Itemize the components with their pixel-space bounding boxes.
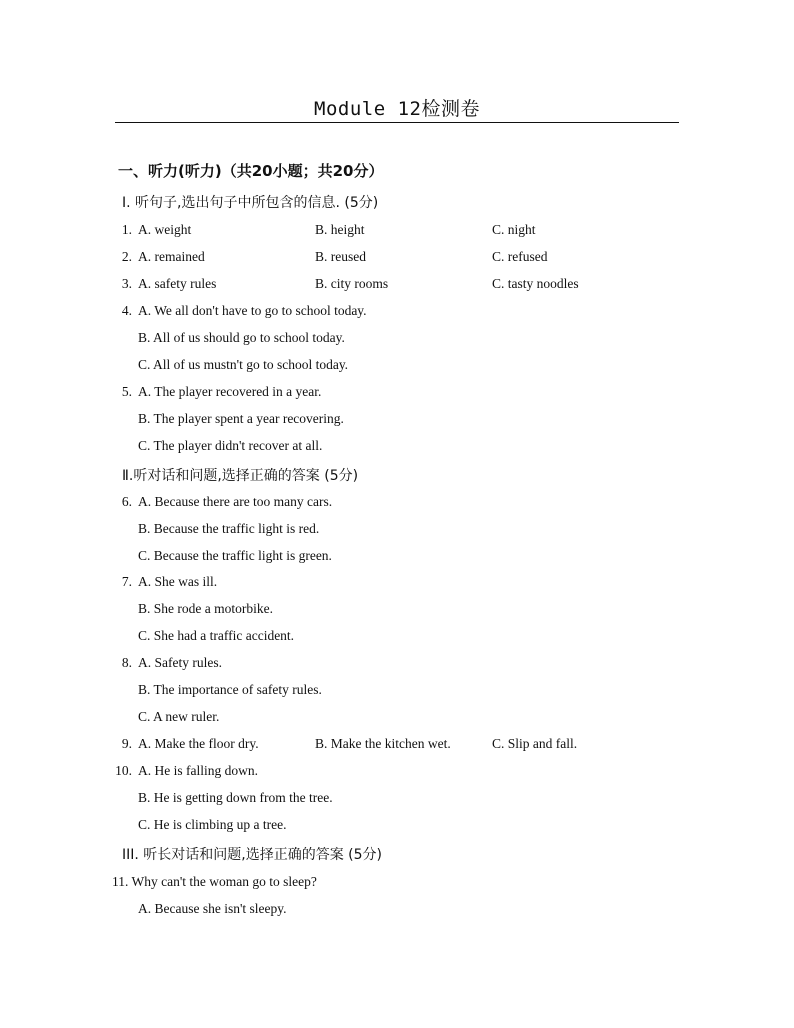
- question-10-option-b: B. He is getting down from the tree.: [138, 790, 333, 805]
- question-5-number: 5.: [121, 384, 132, 399]
- question-8-option-a: A. Safety rules.: [138, 655, 222, 670]
- part-heading-1: Ⅰ. 听句子,选出句子中所包含的信息. (5分): [122, 195, 379, 211]
- question-10-option-c: C. He is climbing up a tree.: [138, 817, 287, 832]
- question-5-option-b: B. The player spent a year recovering.: [138, 411, 344, 426]
- option-b: B. city rooms: [315, 276, 389, 291]
- question-5-option-a: A. The player recovered in a year.: [138, 384, 322, 399]
- question-4-option-c: C. All of us mustn't go to school today.: [138, 357, 349, 372]
- question-text: Why can't the woman go to sleep?: [131, 874, 317, 889]
- question-10-number: 10.: [115, 763, 132, 778]
- question-number: 11.: [112, 874, 129, 889]
- question-number: 9.: [121, 736, 132, 751]
- option-c: C. refused: [492, 249, 548, 264]
- option-a: A. weight: [138, 222, 192, 237]
- question-4-option-a: A. We all don't have to go to school today.: [138, 303, 367, 318]
- question-6-option-c: C. Because the traffic light is green.: [138, 548, 332, 563]
- question-7-option-b: B. She rode a motorbike.: [138, 601, 273, 616]
- option-c: C. night: [492, 222, 536, 237]
- option-a: A. Make the floor dry.: [138, 736, 259, 751]
- option-b: B. Make the kitchen wet.: [315, 736, 451, 751]
- option-c: C. Slip and fall.: [492, 736, 578, 751]
- option-b: B. height: [315, 222, 365, 237]
- question-4-number: 4.: [121, 303, 132, 318]
- question-4-option-b: B. All of us should go to school today.: [138, 330, 345, 345]
- section-heading-listening: 一、听力(听力)（共20小题；共20分）: [118, 162, 384, 180]
- question-5-option-c: C. The player didn't recover at all.: [138, 438, 323, 453]
- option-a: A. remained: [138, 249, 205, 264]
- question-8-option-b: B. The importance of safety rules.: [138, 682, 322, 697]
- part-heading-2: Ⅱ.听对话和问题,选择正确的答案 (5分): [122, 468, 359, 484]
- question-7-option-a: A. She was ill.: [138, 574, 218, 589]
- question-11-stem: [112, 874, 317, 890]
- question-6-option-a: A. Because there are too many cars.: [138, 494, 333, 509]
- option-b: B. reused: [315, 249, 366, 264]
- question-6-option-b: B. Because the traffic light is red.: [138, 521, 320, 536]
- option-a: A. safety rules: [138, 276, 217, 291]
- part-heading-3: III. 听长对话和问题,选择正确的答案 (5分): [122, 847, 383, 863]
- question-7-number: 7.: [121, 574, 132, 589]
- question-number: 2.: [121, 249, 132, 264]
- question-11-option-a: A. Because she isn't sleepy.: [138, 901, 287, 916]
- question-8-option-c: C. A new ruler.: [138, 709, 220, 724]
- title-underline: [115, 122, 679, 123]
- option-c: C. tasty noodles: [492, 276, 579, 291]
- question-6-number: 6.: [121, 494, 132, 509]
- page-title: Module 12检测卷: [314, 98, 480, 120]
- question-number: 1.: [121, 222, 132, 237]
- question-7-option-c: C. She had a traffic accident.: [138, 628, 295, 643]
- question-number: 3.: [121, 276, 132, 291]
- question-8-number: 8.: [121, 655, 132, 670]
- question-10-option-a: A. He is falling down.: [138, 763, 258, 778]
